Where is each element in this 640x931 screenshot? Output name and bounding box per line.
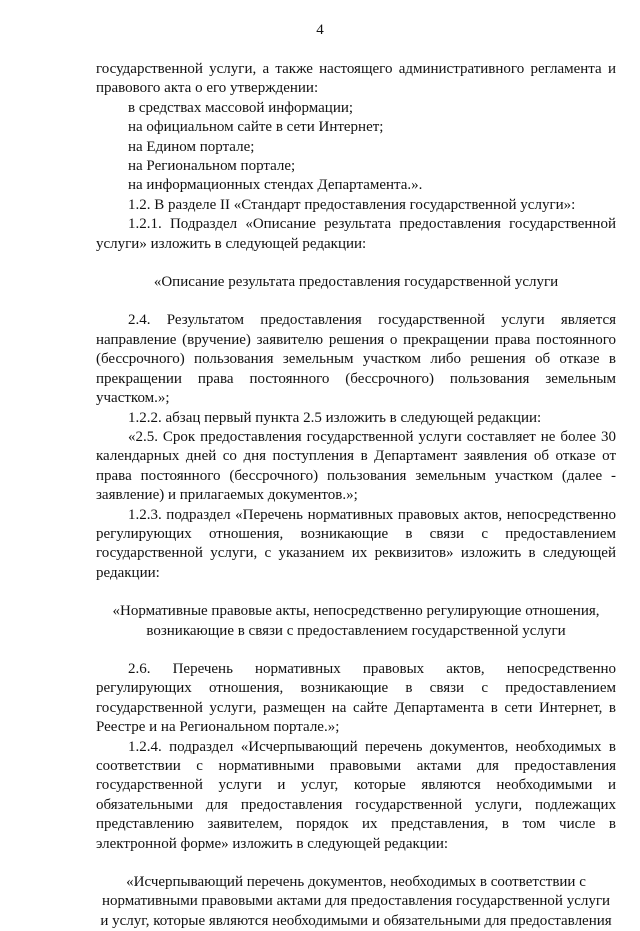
section-heading-documents-line3: и услуг, которые являются необходимыми и обязательными для предоставления — [100, 912, 612, 929]
spacer — [96, 254, 616, 273]
paragraph-1-2-1: 1.2.1. Подраздел «Описание результата предоставления государственной услуги» изложить в следующей редакции: — [96, 216, 616, 252]
list-item-media: в средствах массовой информации; — [128, 99, 354, 116]
paragraph-2-5: «2.5. Срок предоставления государственной услуги составляет не более 30 календарных дней со дня поступления в Департамент заявления об отказе от права постоянного (бессрочного) пользования земельным участком (далее - заявление) и прилагаемых документов.»; — [96, 428, 616, 504]
list-item-unified-portal: на Едином портале; — [128, 138, 255, 155]
list-item-website: на официальном сайте в сети Интернет; — [128, 119, 384, 136]
spacer — [96, 583, 616, 602]
paragraph-2-4: 2.4. Результатом предоставления государственной услуги является направление (вручение) заявителю решения о прекращении права постоянного (бессрочного) пользования земельным участком либо решения об отказе в прекращении права постоянного (бессрочного) пользования земельным участком.»; — [96, 312, 616, 407]
paragraph-intro: государственной услуги, а также настоящего административного регламента и правового акта о его утверждении: — [96, 61, 616, 97]
paragraph-1-2-3: 1.2.3. подраздел «Перечень нормативных правовых актов, непосредственно регулирующих отношения, возникающие в связи с предоставлением государственной услуги, с указанием их реквизитов» изложить в следующей редакции: — [96, 506, 616, 581]
section-heading-legal-acts-line2: возникающие в связи с предоставлением государственной услуги — [146, 622, 566, 639]
spacer — [96, 292, 616, 311]
page-number: 4 — [316, 22, 324, 38]
list-item-regional-portal: на Региональном портале; — [128, 158, 296, 175]
paragraph-2-6: 2.6. Перечень нормативных правовых актов, непосредственно регулирующих отношения, возникающие в связи с предоставлением государственной услуги, размещен на сайте Департамента в сети Интернет, в Реестре и на Региональном портале.»; — [96, 660, 616, 736]
section-heading-legal-acts-line1: «Нормативные правовые акты, непосредственно регулирующие отношения, — [112, 603, 600, 620]
paragraph-1-2-4: 1.2.4. подраздел «Исчерпывающий перечень документов, необходимых в соответствии с нормативными правовыми актами для предоставления государственной услуги и услуг, которые являются необходимыми и обязательными для предоставления государственной услуги, подлежащих представлению заявителем, порядок их представления, в том числе в электронной форме» изложить в следующей редакции: — [96, 738, 616, 852]
paragraph-1-2-2: 1.2.2. абзац первый пункта 2.5 изложить в следующей редакции: — [128, 409, 542, 426]
spacer — [96, 641, 616, 660]
paragraph-1-2: 1.2. В разделе II «Стандарт предоставления государственной услуги»: — [128, 196, 576, 213]
list-item-info-stands: на информационных стендах Департамента.». — [128, 177, 423, 194]
section-heading-documents-line1: «Исчерпывающий перечень документов, необходимых в соответствии с — [126, 874, 586, 891]
document-body — [96, 60, 616, 931]
section-heading-result: «Описание результата предоставления государственной услуги — [153, 274, 559, 291]
section-heading-documents-line2: нормативными правовыми актами для предоставления государственной услуги — [101, 893, 611, 910]
spacer — [96, 854, 616, 873]
